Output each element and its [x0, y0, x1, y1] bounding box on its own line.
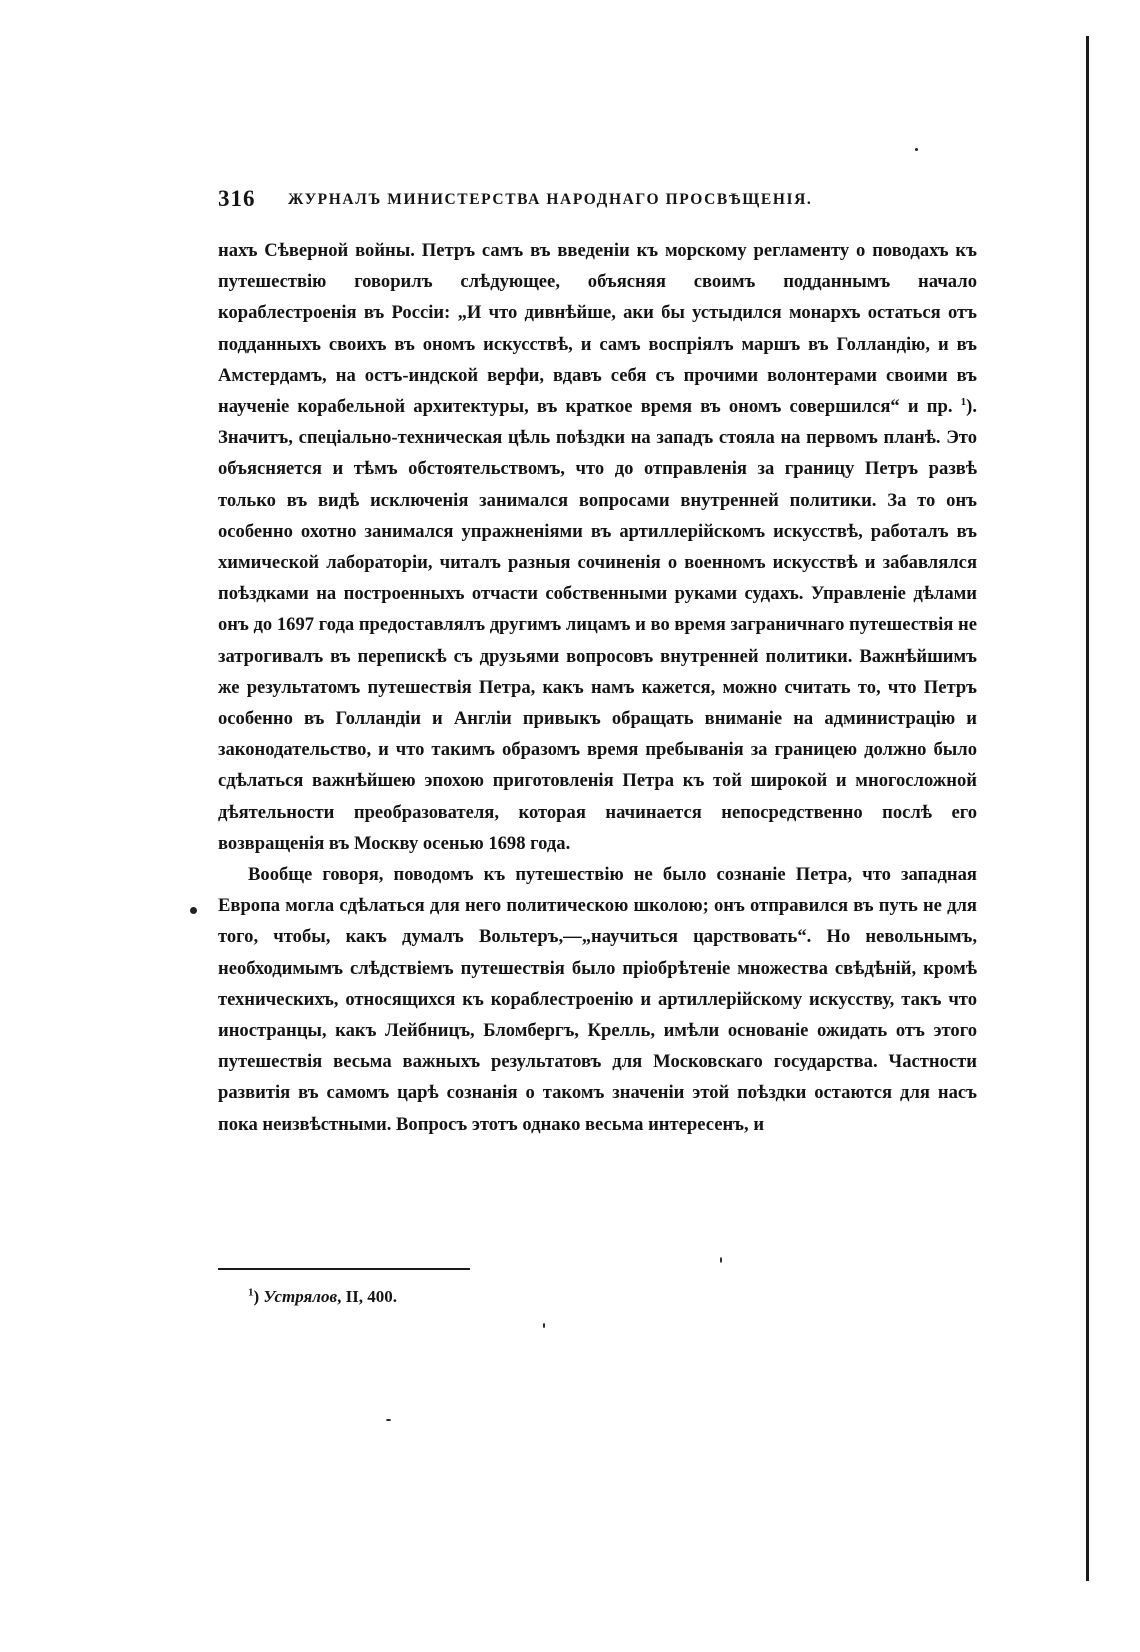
scan-speck [915, 148, 918, 151]
running-title: ЖУРНАЛЪ МИНИСТЕРСТВА НАРОДНАГО ПРОСВѢЩЕНІЯ. [288, 191, 813, 208]
footnote-author: Устрялов [263, 1287, 338, 1306]
paragraph-1-part-1: нахъ Сѣверной войны. Петръ самъ въ введеніи къ морскому регламенту о поводахъ къ путешествію говорилъ слѣдующее, объясняя своимъ подданнымъ начало кораблестроенія въ Россіи: „И что дивнѣйше, аки бы устыдился монархъ остаться отъ подданныхъ своихъ въ ономъ искусствѣ, и самъ воспріялъ маршъ въ Голландію, и въ Амстердамъ, на остъ-индской верфи, вдавъ себя съ прочими волонтерами своими въ наученіе корабельной архитектуры, въ краткое время въ ономъ совершился“ и пр. [218, 240, 977, 418]
body-text [218, 235, 977, 1140]
footnote-reference: 1 [960, 395, 967, 408]
scan-speck [543, 1323, 545, 1328]
scan-speck [386, 1419, 391, 1421]
page-header [218, 186, 978, 226]
scan-speck [190, 907, 197, 914]
scan-speck [720, 1257, 722, 1263]
page-number: 316 [218, 186, 256, 211]
footnote [248, 1287, 397, 1307]
paragraph-2: Вообще говоря, поводомъ къ путешествію не было сознаніе Петра, что западная Европа могла сдѣлаться для него политическою школою; онъ отправился въ путь не для того, чтобы, какъ думалъ Вольтеръ,—„научиться царствовать“. Но невольнымъ, необходимымъ слѣдствіемъ путешествія было пріобрѣтеніе множества свѣдѣній, кромѣ техническихъ, относящихся къ кораблестроенію и артиллерійскому искусству, такъ что иностранцы, какъ Лейбницъ, Бломбергъ, Крелль, имѣли основаніе ожидать отъ этого путешествія весьма важныхъ результатовъ для Московскаго государства. Частности развитія въ самомъ царѣ сознанія о такомъ значеніи этой поѣздки остаются для насъ пока неизвѣстными. Вопросъ этотъ однако весьма интересенъ, и [218, 864, 977, 1135]
paragraph-1-part-2: ). Значитъ, спеціально-техническая цѣль поѣздки на западъ стояла на первомъ планѣ. Это объясняется и тѣмъ обстоятельствомъ, что до отправленія за границу Петръ развѣ только въ видѣ исключенія занимался вопросами внутренней политики. За то онъ особенно охотно занимался упражненіями въ артиллерійскомъ искусствѣ, работалъ въ химической лабораторіи, читалъ разныя сочиненія о военномъ искусствѣ и забавлялся поѣздками на построенныхъ отчасти собственными руками судахъ. Управленіе дѣлами онъ до 1697 года предоставлялъ другимъ лицамъ и во время заграничнаго путешествія не затрогивалъ въ перепискѣ съ друзьями вопросовъ внутренней политики. Важнѣйшимъ же результатомъ путешествія Петра, какъ намъ кажется, можно считать то, что Петръ особенно въ Голландіи и Англіи привыкъ обращать вниманіе на администрацію и законодательство, и что такимъ образомъ время пребыванія за границею должно было сдѣлаться важнѣйшею эпохою приготовленія Петра къ той широкой и многосложной дѣятельности преобразователя, которая начинается непосредственно послѣ его возвращенія въ Москву осенью 1698 года. [218, 396, 977, 854]
footnote-reference-text: , II, 400. [337, 1287, 398, 1306]
footnote-divider [218, 1268, 470, 1270]
scan-edge-line [1086, 36, 1089, 1581]
paragraph-1 [218, 235, 977, 859]
footnote-marker: 1 [248, 1286, 254, 1299]
footnote-paren: ) [253, 1287, 260, 1306]
